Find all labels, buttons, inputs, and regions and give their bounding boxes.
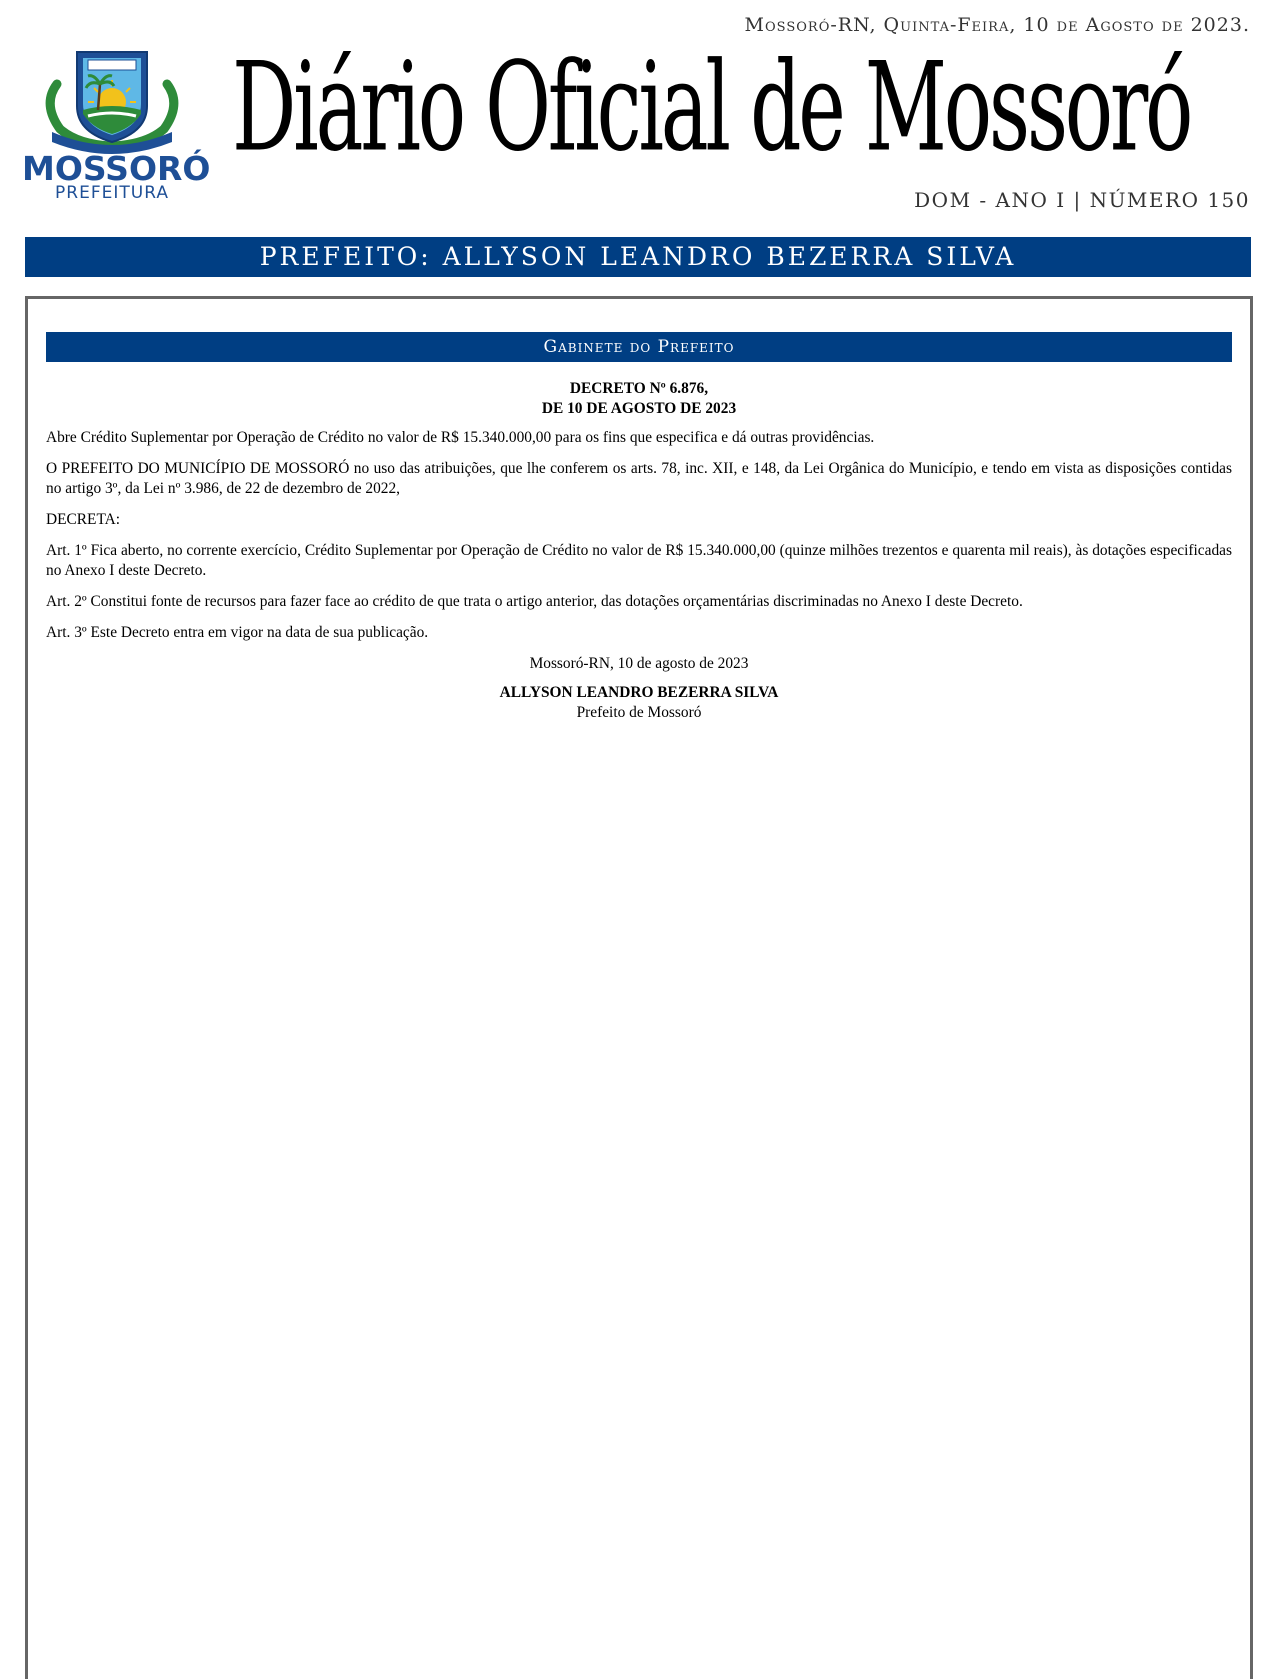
place-date: Mossoró-RN, 10 de agosto de 2023 (529, 655, 749, 672)
decree-summary: Abre Crédito Suplementar por Operação de Crédito no valor de R$ 15.340.000,00 para os fins que especifica e dá outras providências. (46, 429, 875, 446)
article-3: Art. 3º Este Decreto entra em vigor na data de sua publicação. (46, 624, 429, 641)
edition-number: DOM - ANO I | NÚMERO 150 (914, 188, 1250, 212)
decree-decreta: DECRETA: (46, 511, 121, 528)
logo-wordmark: MOSSORÓ (22, 149, 211, 188)
content-frame (25, 296, 1253, 1679)
decree-document (46, 379, 1232, 723)
decree-preamble: O PREFEITO DO MUNICÍPIO DE MOSSORÓ no uso das atribuições, que lhe conferem os arts. 78, inc. XII, e 148, da Lei Orgânica do Município, e tendo em vista as disposições contidas no artigo 3º, da Lei nº 3.986, de 22 de dezembro de 2022, (46, 460, 1232, 497)
decree-date: DE 10 DE AGOSTO DE 2023 (541, 400, 737, 417)
section-title: Gabinete do Prefeito (46, 332, 1232, 362)
publication-date: Mossoró-RN, Quinta-Feira, 10 de Agosto de 2023. (744, 14, 1250, 36)
decree-number: DECRETO Nº 6.876, (569, 380, 709, 397)
mayor-banner: PREFEITO: ALLYSON LEANDRO BEZERRA SILVA (25, 237, 1251, 277)
signatory-name: ALLYSON LEANDRO BEZERRA SILVA (499, 684, 779, 701)
coat-of-arms-icon (22, 44, 202, 154)
logo-subtitle: PREFEITURA (55, 183, 169, 203)
masthead-title: Diário Oficial de Mossoró (232, 36, 1191, 180)
signatory-role: Prefeito de Mossoró (576, 704, 702, 721)
decree-title (46, 379, 1232, 419)
article-2: Art. 2º Constitui fonte de recursos para fazer face ao crédito de que trata o artigo anterior, das dotações orçamentárias discriminadas no Anexo I deste Decreto. (46, 593, 1023, 610)
municipality-logo (22, 44, 211, 206)
article-1: Art. 1º Fica aberto, no corrente exercício, Crédito Suplementar por Operação de Crédito no valor de R$ 15.340.000,00 (quinze milhões trezentos e quarenta mil reais), às dotações especificadas no Anexo I deste Decreto. (46, 542, 1232, 579)
